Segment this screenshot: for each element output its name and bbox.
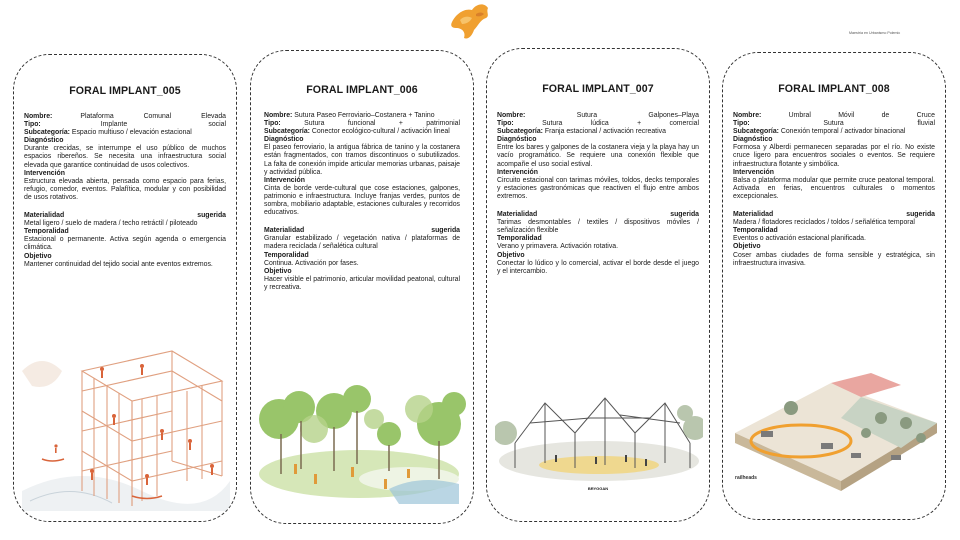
objetivo-text: Hacer visible el patrimonio, articular movilidad peatonal, cultural y recreativa. [264,275,460,291]
illustration-caption: railheads [735,475,757,481]
tipo-row [24,121,226,129]
temporalidad-text: Estacional o permanente. Activa según agenda o emergencia climática. [24,236,226,252]
materialidad-label: Materialidad [264,227,305,235]
card-body [264,112,460,292]
temporalidad-section [24,228,226,252]
objetivo-text: Mantener continuidad del tejido social ante eventos extremos. [24,260,213,268]
intervencion-text: Estructura elevada abierta, pensada como espacio para ferias, refugio, comedor, eventos. Palafítica, modular y con posibilidad de usos rotativos. [24,177,226,201]
intervencion-heading: Intervención [497,168,538,176]
subcategoria-label: Subcategoría: [497,128,543,136]
objetivo-heading: Objetivo [733,243,761,251]
diagnostico-heading: Diagnóstico [733,136,773,144]
materialidad-text: Metal ligero / suelo de madera / techo retráctil / piloteado [24,220,198,228]
card-foral-implant-007 [486,48,710,522]
diagnostico-section [733,136,935,168]
tipo-row [733,120,935,128]
temporalidad-heading: Temporalidad [264,251,309,259]
nombre-word: Cruce [916,112,935,119]
objetivo-heading: Objetivo [264,267,292,275]
subcategoria-label: Subcategoría: [24,129,70,137]
temporalidad-heading: Temporalidad [24,228,69,236]
nombre-row [24,113,226,121]
canopy-plaza-illustration [495,373,703,493]
objetivo-heading: Objetivo [497,251,525,259]
materialidad-label: Materialidad [24,212,65,220]
card-title: FORAL IMPLANT_006 [306,84,418,96]
materialidad-heading [733,211,935,219]
tipo-label: Tipo: [264,120,281,128]
nombre-label: Nombre: [733,112,762,119]
sugerida-label: sugerida [197,212,226,220]
objetivo-section [497,252,699,276]
tipo-label: Tipo: [24,121,41,129]
subcategoria-value: Franja estacional / activación recreativa [544,128,666,136]
nombre-word: de [881,112,890,119]
intervencion-heading: Intervención [24,169,65,177]
materialidad-heading [24,212,226,220]
diagnostico-text: El paseo ferroviario, la antigua fábrica de tanino y la costanera están fragmentados, con tramos discontinuos o subutilizados. La falta de conexión impide articular memorias urbanas, paisaje y actividad pública. [264,144,460,176]
objetivo-text: Coser ambas ciudades de forma sensible y estratégica, sin infraestructura invasiva. [733,251,935,267]
card-body [733,112,935,268]
tipo-value: Implante social [100,121,226,129]
nombre-value: Sutura Paseo Ferroviario–Costanera + Tanino [294,112,435,119]
temporalidad-text: Verano y primavera. Activación rotativa. [497,243,619,251]
card-foral-implant-008 [722,52,946,520]
tipo-label: Tipo: [497,120,514,128]
card-foral-implant-005 [13,54,237,522]
nombre-word: Galpones–Playa [648,112,699,119]
subcategoria-label: Subcategoría: [264,128,310,136]
temporalidad-text: Eventos o activación estacional planificada. [733,235,866,243]
card-title: FORAL IMPLANT_007 [542,83,654,95]
elevated-platform-illustration [22,341,230,511]
tipo-row [264,120,460,128]
objetivo-section [264,268,460,292]
materialidad-label: Materialidad [733,211,774,219]
diagnostico-heading: Diagnóstico [497,136,537,144]
nombre-label: Nombre: [497,112,526,119]
objetivo-heading: Objetivo [24,252,52,260]
subcategoria-row [264,128,460,136]
materialidad-text: Tarimas desmontables / textiles / dispositivos móviles / señalización flexible [497,219,699,235]
sugerida-label: sugerida [906,211,935,219]
subcategoria-row [24,129,226,137]
subcategoria-value: Espacio multiuso / elevación estacional [71,129,192,137]
subcategoria-row [733,128,935,136]
card-body [24,113,226,269]
tipo-word: + [637,120,642,128]
nombre-word: Umbral [788,112,811,119]
temporalidad-text: Continua. Activación por fases. [264,259,359,267]
intervencion-section [264,177,460,217]
diagnostico-section [497,136,699,168]
materialidad-text: Madera / flotadores reciclados / toldos / señalética temporal [733,219,915,227]
tipo-word: comercial [669,120,699,128]
sugerida-label: sugerida [670,211,699,219]
diagnostico-heading: Diagnóstico [24,137,64,145]
intervencion-text: Balsa o plataforma modular que permite cruce peatonal temporal. Activada en ferias, encuentros culturales o momentos excepcionales. [733,176,935,200]
diagnostico-section [264,136,460,176]
subcategoria-label: Subcategoría: [733,128,779,136]
orange-map-logo-icon [446,2,496,44]
sugerida-label: sugerida [431,227,460,235]
temporalidad-heading: Temporalidad [733,227,778,235]
nombre-value: Plataforma Comunal Elevada [80,113,226,120]
card-foral-implant-006 [250,50,474,524]
tipo-word: Sutura [823,120,844,128]
tipo-word: Sutura [304,120,325,128]
tipo-word: funcional [347,120,376,128]
tipo-word: Sutura [542,120,563,128]
nombre-label: Nombre: [264,112,293,119]
tipo-word: patrimonial [426,120,460,128]
materialidad-heading [497,211,699,219]
diagnostico-text: Durante crecidas, se interrumpe el uso público de muchos espacios ribereños. Se necesita una infraestructura social elevada que garantice continuidad de usos colectivos. [24,145,226,169]
axonometric-riverside-illustration [731,363,939,503]
card-title: FORAL IMPLANT_005 [69,85,181,97]
tipo-word: lúdica [590,120,609,128]
intervencion-section [733,169,935,201]
diagnostico-text: Entre los bares y galpones de la costanera vieja y la playa hay un vacío programático. Se requiere una conexión flexible que acompañe el uso social estival. [497,144,699,168]
diagnostico-heading: Diagnóstico [264,136,304,144]
diagnostico-section [24,137,226,169]
intervencion-section [24,170,226,202]
objetivo-section [24,253,226,269]
objetivo-text: Conectar lo lúdico y lo comercial, activar el borde desde el juego y el intercambio. [497,259,699,275]
tipo-label: Tipo: [733,120,750,128]
nombre-label: Nombre: [24,113,53,120]
temporalidad-section [264,252,460,268]
temporalidad-section [497,235,699,251]
nombre-row [497,112,699,120]
green-park-illustration [259,379,467,509]
objetivo-section [733,243,935,267]
tipo-word: + [398,120,403,128]
subcategoria-value: Conexión temporal / activador binacional [780,128,906,136]
tipo-row [497,120,699,128]
subcategoria-value: Conector ecológico-cultural / activación lineal [311,128,450,136]
header-text: Maestría en Urbanismo Polemic [849,31,901,35]
tipo-word: fluvial [917,120,935,128]
nombre-word: Móvil [838,112,855,119]
nombre-row [733,112,935,120]
intervencion-heading: Intervención [733,168,774,176]
illustration-caption: BRYGGAN [587,486,609,491]
temporalidad-section [733,227,935,243]
materialidad-text: Granular estabilizado / vegetación nativa / plataformas de madera reciclada / señalética cultural [264,235,460,251]
card-title: FORAL IMPLANT_008 [778,83,890,95]
diagnostico-text: Formosa y Alberdi permanecen separadas por el río. No existe cruce ligero para encuentros sociales o eventos. Se requiere infraestructura flotante y simbólica. [733,144,935,168]
intervencion-text: Circuito estacional con tarimas móviles, toldos, decks temporales y estaciones gastronómicas que reactiven el flujo entre ambos extremos. [497,176,699,200]
intervencion-text: Cinta de borde verde-cultural que cose estaciones, galpones, patrimonio e infraestructura. Incluye franjas verdes, puntos de sombra, mobiliario adaptable, estaciones culturales y recorridos educativos. [264,184,460,217]
materialidad-label: Materialidad [497,211,538,219]
nombre-row [264,112,460,120]
nombre-word: Sutura [576,112,598,119]
subcategoria-row [497,128,699,136]
card-body [497,112,699,276]
materialidad-heading [264,227,460,235]
temporalidad-heading: Temporalidad [497,235,542,243]
intervencion-section [497,169,699,201]
intervencion-heading: Intervención [264,176,305,184]
